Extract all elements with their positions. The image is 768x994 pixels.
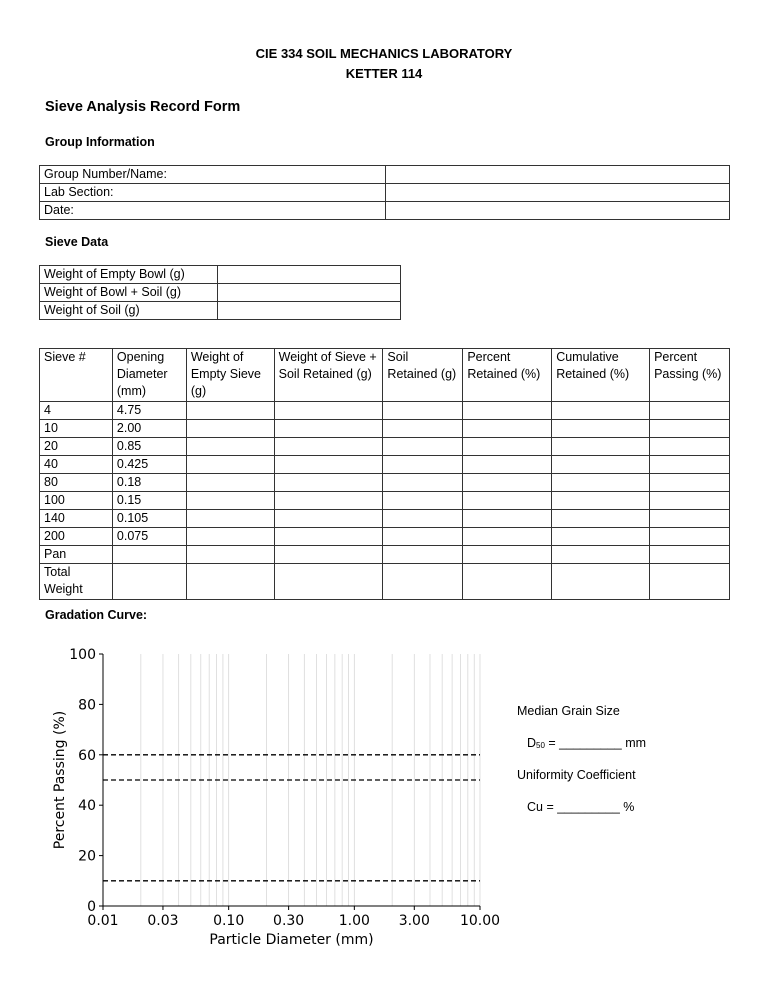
entry-cell[interactable] [463,510,552,528]
entry-cell[interactable] [274,510,383,528]
x-tick-label: 0.30 [273,913,305,929]
sieve-number-cell: 80 [40,474,113,492]
entry-cell[interactable] [274,420,383,438]
entry-cell[interactable] [463,474,552,492]
table-row [40,438,730,456]
group-info-table [39,165,730,220]
sieve-number-cell: 140 [40,510,113,528]
entry-cell[interactable] [552,420,650,438]
sieve-number-cell: Pan [40,546,113,564]
y-tick-label: 80 [78,697,96,714]
lab-section-field[interactable] [386,184,730,202]
column-header: Soil Retained (g) [383,349,463,402]
column-header: Weight of Empty Sieve (g) [186,349,274,402]
opening-diameter-cell: 0.425 [112,456,186,474]
entry-cell[interactable] [383,474,463,492]
entry-cell[interactable] [274,438,383,456]
y-tick-label: 40 [78,798,96,815]
entry-cell[interactable] [186,474,274,492]
entry-cell[interactable] [650,528,730,546]
table-row [40,492,730,510]
entry-cell[interactable] [463,564,552,600]
sieve-table [39,348,730,600]
entry-cell[interactable] [650,456,730,474]
entry-cell[interactable] [383,510,463,528]
sieve-number-cell: Total Weight [40,564,113,600]
group-info-title: Group Information [45,135,155,149]
sieve-number-cell: 4 [40,402,113,420]
group-name-label: Group Number/Name: [40,166,386,184]
table-row [40,166,730,184]
entry-cell[interactable] [463,456,552,474]
entry-cell[interactable] [650,510,730,528]
entry-cell[interactable] [186,492,274,510]
sieve-number-cell: 40 [40,456,113,474]
empty-bowl-field[interactable] [218,266,401,284]
table-row [40,456,730,474]
entry-cell[interactable] [274,456,383,474]
table-row [40,302,401,320]
soil-weight-field[interactable] [218,302,401,320]
entry-cell[interactable] [650,546,730,564]
entry-cell[interactable] [552,474,650,492]
y-tick-label: 100 [69,647,96,663]
d50-blank: = _________ mm [544,736,647,750]
entry-cell[interactable] [186,528,274,546]
table-row [40,402,730,420]
entry-cell[interactable] [650,402,730,420]
entry-cell[interactable] [463,546,552,564]
entry-cell[interactable] [552,402,650,420]
column-header: Cumulative Retained (%) [552,349,650,402]
bowl-soil-field[interactable] [218,284,401,302]
opening-diameter-cell: 0.075 [112,528,186,546]
table-row [40,528,730,546]
course-title: CIE 334 SOIL MECHANICS LABORATORY [255,46,513,61]
column-header: Sieve # [40,349,113,402]
empty-bowl-label: Weight of Empty Bowl (g) [40,266,218,284]
entry-cell[interactable] [650,474,730,492]
d50-subscript: 50 [536,741,545,750]
table-row [40,510,730,528]
entry-cell[interactable] [186,510,274,528]
entry-cell[interactable] [383,564,463,600]
entry-cell[interactable] [383,492,463,510]
y-axis-label: Percent Passing (%) [52,710,68,850]
table-row [40,184,730,202]
entry-cell[interactable] [383,546,463,564]
table-row [40,202,730,220]
entry-cell[interactable] [186,402,274,420]
entry-cell[interactable] [463,402,552,420]
entry-cell[interactable] [552,492,650,510]
entry-cell[interactable] [274,564,383,600]
d50-prefix: D [527,736,537,750]
opening-diameter-cell: 0.15 [112,492,186,510]
entry-cell[interactable] [552,438,650,456]
y-tick-label: 0 [87,899,96,915]
date-field[interactable] [386,202,730,220]
entry-cell[interactable] [383,402,463,420]
entry-cell[interactable] [383,420,463,438]
entry-cell[interactable] [186,564,274,600]
room-title: KETTER 114 [345,66,423,81]
entry-cell[interactable] [112,564,186,600]
table-row [40,266,401,284]
entry-cell[interactable] [274,546,383,564]
entry-cell[interactable] [552,564,650,600]
opening-diameter-cell: 2.00 [112,420,186,438]
soil-weight-label: Weight of Soil (g) [40,302,218,320]
table-row [40,546,730,564]
entry-cell[interactable] [274,474,383,492]
entry-cell[interactable] [552,546,650,564]
table-row [40,474,730,492]
x-tick-label: 1.00 [338,913,370,929]
sieve-number-cell: 200 [40,528,113,546]
x-tick-label: 0.10 [213,913,245,929]
column-header: Opening Diameter (mm) [112,349,186,402]
lab-section-label: Lab Section: [40,184,386,202]
entry-cell[interactable] [552,510,650,528]
entry-cell[interactable] [274,492,383,510]
sieve-data-title: Sieve Data [45,235,109,249]
uniformity-coefficient-label: Uniformity Coefficient [517,768,636,782]
entry-cell[interactable] [186,456,274,474]
sieve-number-cell: 100 [40,492,113,510]
entry-cell[interactable] [552,528,650,546]
x-tick-label: 3.00 [398,913,430,929]
column-header: Percent Retained (%) [463,349,552,402]
entry-cell[interactable] [186,546,274,564]
table-row [40,564,730,600]
entry-cell[interactable] [383,456,463,474]
d50-field[interactable] [527,736,646,750]
group-name-field[interactable] [386,166,730,184]
entry-cell[interactable] [463,420,552,438]
entry-cell[interactable] [552,456,650,474]
entry-cell[interactable] [383,438,463,456]
cu-field[interactable]: Cu = _________ % [527,800,635,814]
median-grain-size-label: Median Grain Size [517,704,620,718]
table-row [40,420,730,438]
y-tick-label: 60 [78,747,96,764]
gradation-title: Gradation Curve: [45,608,148,622]
entry-cell[interactable] [650,492,730,510]
entry-cell[interactable] [112,546,186,564]
x-tick-label: 10.00 [459,913,501,929]
opening-diameter-cell: 0.105 [112,510,186,528]
entry-cell[interactable] [274,528,383,546]
entry-cell[interactable] [186,438,274,456]
x-axis-label: Particle Diameter (mm) [209,932,374,948]
sieve-number-cell: 10 [40,420,113,438]
date-label: Date: [40,202,386,220]
table-row [40,284,401,302]
entry-cell[interactable] [650,564,730,600]
x-tick-label: 0.03 [147,913,179,929]
sieve-number-cell: 20 [40,438,113,456]
opening-diameter-cell: 0.85 [112,438,186,456]
entry-cell[interactable] [186,420,274,438]
table-header-row [40,349,730,402]
x-tick-label: 0.01 [87,913,119,929]
bowl-soil-label: Weight of Bowl + Soil (g) [40,284,218,302]
column-header: Weight of Sieve + Soil Retained (g) [274,349,383,402]
entry-cell[interactable] [650,420,730,438]
gradation-chart [0,630,520,950]
column-header: Percent Passing (%) [650,349,730,402]
y-tick-label: 20 [78,848,96,865]
entry-cell[interactable] [650,438,730,456]
entry-cell[interactable] [463,438,552,456]
entry-cell[interactable] [274,402,383,420]
weights-table [39,265,401,320]
entry-cell[interactable] [463,492,552,510]
page-header [0,44,768,84]
form-title: Sieve Analysis Record Form [45,99,241,115]
entry-cell[interactable] [383,528,463,546]
opening-diameter-cell: 0.18 [112,474,186,492]
opening-diameter-cell: 4.75 [112,402,186,420]
entry-cell[interactable] [463,528,552,546]
